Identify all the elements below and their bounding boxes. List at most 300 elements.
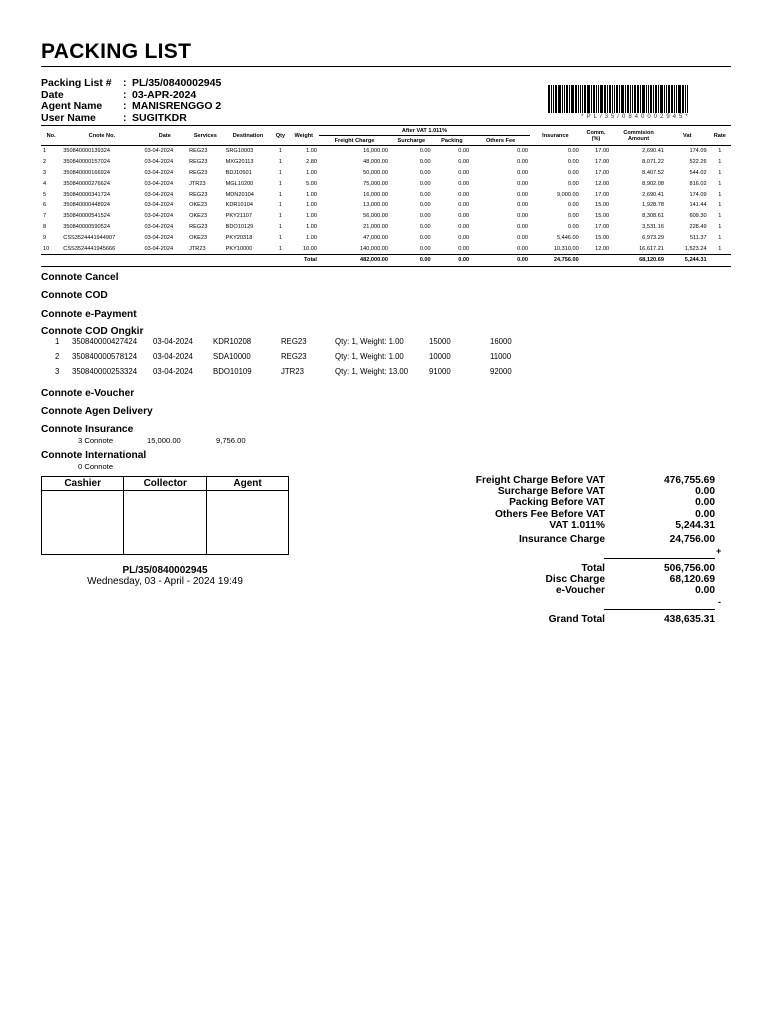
table-cell: 0.00 [517, 148, 528, 155]
table-cell: MXG20113 [225, 159, 254, 166]
barcode-bar [658, 85, 659, 113]
table-cell: 350840000166924 [63, 169, 110, 176]
barcode-bar [637, 85, 639, 113]
page-title: PACKING LIST [41, 40, 192, 63]
total-others: 0.00 [517, 257, 528, 264]
table-cell: 0.00 [517, 169, 528, 176]
packing-list-number: PL/35/0840002945 [132, 77, 222, 89]
table-cell: 0.00 [517, 159, 528, 166]
table-cell: 1 [278, 159, 282, 166]
table-cell: 0.00 [517, 202, 528, 209]
header-row: Packing List # : PL/35/0840002945 [41, 77, 222, 89]
insurance-charge-label: Insurance Charge [518, 534, 605, 545]
cod-ongkir-service: REG23 [281, 352, 307, 361]
table-cell: MDN20104 [225, 191, 254, 198]
table-cell: 0.00 [419, 148, 431, 155]
table-cell: 0.00 [458, 169, 470, 176]
cod-ongkir-detail: Qty: 1, Weight: 1.00 [335, 337, 404, 346]
table-cell: JTR23 [189, 180, 206, 187]
table-cell: 1 [718, 234, 722, 241]
grand-total-value: 438,635.31 [664, 614, 715, 625]
table-cell: 0.00 [567, 223, 579, 230]
table-cell: 1 [718, 223, 722, 230]
table-cell: REG23 [189, 159, 208, 166]
table-cell: 1 [718, 159, 722, 166]
user-name: SUGITKDR [132, 111, 187, 124]
table-cell: 1.00 [306, 191, 317, 198]
barcode-bar [685, 85, 686, 113]
barcode-bar [571, 85, 574, 113]
col-destination: Destination [224, 126, 273, 146]
col-vat: Vat [666, 126, 709, 146]
barcode-bar [616, 85, 618, 113]
table-cell: 1 [278, 223, 282, 230]
table-cell: PKY21107 [225, 213, 252, 220]
barcode-bar [604, 85, 606, 113]
evoucher-label: e-Voucher [555, 585, 605, 596]
table-cell: 1 [718, 180, 722, 187]
subtotal-rule [604, 558, 715, 559]
table-cell: 9,000.00 [556, 191, 579, 198]
table-cell: OKE23 [189, 234, 208, 241]
table-cell: 1 [278, 202, 282, 209]
section-connote-cod: Connote COD [41, 290, 108, 301]
table-cell: 1,523.24 [684, 245, 707, 252]
cod-ongkir-a: 10000 [429, 352, 451, 361]
cod-ongkir-service: REG23 [281, 337, 307, 346]
table-cell: BDO10129 [225, 223, 254, 230]
barcode-bar [587, 85, 590, 113]
table-cell: 0.00 [567, 148, 579, 155]
insurance-charge: 9,756.00 [216, 436, 246, 445]
table-cell: 8,308.61 [642, 213, 664, 220]
table-cell: 350840000541524 [63, 213, 110, 220]
table-row [41, 178, 731, 189]
col-insurance: Insurance [530, 126, 581, 146]
table-cell: 511.37 [689, 234, 707, 241]
col-qty: Qty [272, 126, 288, 146]
table-cell: 6,973.29 [642, 234, 664, 241]
barcode-bar [627, 85, 629, 113]
table-cell: 15.00 [595, 213, 610, 220]
barcode-bar [555, 85, 557, 113]
table-cell: 3,531.16 [642, 223, 664, 230]
table-row [41, 232, 731, 243]
table-cell: 350840000590524 [63, 223, 110, 230]
table-cell: 1 [718, 213, 722, 220]
table-cell: 03-04-2024 [144, 148, 174, 155]
table-cell: 2.80 [306, 159, 317, 166]
table-cell: 0.00 [419, 169, 431, 176]
col-surcharge: Surcharge [390, 136, 433, 146]
freight-before-vat-value: 476,755.69 [664, 475, 715, 486]
barcode [548, 85, 724, 113]
table-cell: 13,000.00 [363, 202, 388, 209]
disc-charge-value: 68,120.69 [669, 574, 715, 585]
table-cell: 6 [43, 202, 47, 209]
cod-ongkir-dest: BDO10109 [213, 367, 252, 376]
table-cell: 0.00 [458, 148, 470, 155]
barcode-bar [655, 85, 657, 113]
international-count: 0 Connote [78, 462, 114, 471]
insurance-value: 15,000.00 [147, 436, 181, 445]
table-cell: 350840000341724 [63, 191, 110, 198]
barcode-bar [650, 85, 652, 113]
cod-ongkir-cnote: 350840000427424 [72, 337, 138, 346]
table-cell: 2,690.41 [642, 191, 664, 198]
cod-ongkir-row [0, 337, 600, 349]
table-cell: 350840000276624 [63, 180, 110, 187]
section-connote-evoucher: Connote e-Voucher [41, 388, 135, 399]
cod-ongkir-dest: SDA10000 [213, 352, 251, 361]
col-packing: Packing [433, 136, 472, 146]
barcode-bar [558, 85, 561, 113]
insurance-charge-value: 24,756.00 [669, 534, 715, 545]
table-cell: 0.00 [458, 234, 470, 241]
table-cell: 5 [43, 191, 47, 198]
col-no: No. [41, 126, 61, 146]
packing-table [41, 125, 731, 267]
table-cell: 56,000.00 [363, 213, 388, 220]
table-cell: JTR23 [189, 245, 206, 252]
barcode-bar [674, 85, 675, 113]
barcode-bar [660, 85, 663, 113]
table-cell: 17.00 [595, 148, 610, 155]
barcode-bar [625, 85, 626, 113]
barcode-text: *PL/35/0840002945* [581, 114, 691, 120]
table-cell: 17.00 [595, 191, 610, 198]
col-comm-amount: Commision Amount [611, 126, 666, 146]
footer-datetime: Wednesday, 03 - April - 2024 19:49 [87, 576, 243, 587]
table-cell: PKY10000 [225, 245, 253, 252]
total-label: Total [304, 257, 317, 264]
table-cell: 75,000.00 [363, 180, 388, 187]
agent-name: MANISRENGGO 2 [132, 100, 222, 112]
surcharge-before-vat-label: Surcharge Before VAT [497, 486, 605, 497]
table-cell: 0.00 [517, 223, 528, 230]
col-cnote: Cnote No. [61, 126, 142, 146]
table-cell: 0.00 [567, 202, 579, 209]
grand-total-rule [604, 609, 715, 610]
table-cell: 1 [278, 245, 282, 252]
table-cell: 1 [278, 169, 282, 176]
barcode-bar [564, 85, 565, 113]
header-row: Agent Name : MANISRENGGO 2 [41, 100, 222, 112]
cod-ongkir-a: 91000 [429, 367, 451, 376]
cod-ongkir-row [0, 352, 600, 364]
barcode-bar [671, 85, 673, 113]
table-cell: 12.00 [595, 245, 610, 252]
total-freight: 482,000.00 [360, 257, 388, 264]
table-cell: 228.49 [689, 223, 707, 230]
table-cell: 350840000157024 [63, 159, 110, 166]
table-cell: 1.00 [306, 169, 317, 176]
table-cell: 0.00 [419, 245, 431, 252]
table-cell: 0.00 [458, 180, 470, 187]
table-cell: OKE23 [189, 213, 208, 220]
table-row [41, 146, 731, 157]
section-connote-insurance: Connote Insurance [41, 424, 134, 435]
barcode-bar [575, 85, 577, 113]
collector-signature-box [124, 491, 207, 555]
table-cell: 1 [718, 202, 722, 209]
others-before-vat-label: Others Fee Before VAT [494, 509, 605, 520]
agent-header: Agent [207, 477, 289, 491]
table-cell: 16,617.21 [639, 245, 664, 252]
table-cell: 2 [43, 159, 47, 166]
disc-charge-label: Disc Charge [545, 574, 605, 585]
table-cell: 1.00 [306, 213, 317, 220]
table-cell: 350840000448924 [63, 202, 110, 209]
table-cell: 16,000.00 [363, 191, 388, 198]
table-cell: 8,071.22 [642, 159, 664, 166]
table-row [41, 222, 731, 233]
barcode-bar [632, 85, 633, 113]
cod-ongkir-b: 92000 [490, 367, 512, 376]
table-cell: 2,690.41 [642, 148, 664, 155]
table-cell: 5,446.00 [556, 234, 579, 241]
table-cell: 9 [43, 234, 47, 241]
barcode-bar [584, 85, 586, 113]
cashier-header: Cashier [42, 477, 124, 491]
collector-header: Collector [124, 477, 207, 491]
table-cell: 3 [43, 169, 47, 176]
table-cell: 1.00 [306, 202, 317, 209]
table-cell: 10 [43, 245, 50, 252]
table-cell: 0.00 [419, 180, 431, 187]
cod-ongkir-detail: Qty: 1, Weight: 1.00 [335, 352, 404, 361]
table-cell: MGL10200 [225, 180, 254, 187]
barcode-bar [598, 85, 599, 113]
cod-ongkir-detail: Qty: 1, Weight: 13.00 [335, 367, 409, 376]
barcode-bar [687, 85, 688, 113]
cod-ongkir-no: 3 [55, 367, 60, 376]
agent-signature-box [207, 491, 289, 555]
table-cell: 48,000.00 [363, 159, 388, 166]
total-value: 506,756.00 [664, 563, 715, 574]
table-cell: 17.00 [595, 223, 610, 230]
table-cell: 21,000.00 [363, 223, 388, 230]
table-cell: 0.00 [567, 159, 579, 166]
table-row [41, 189, 731, 200]
table-cell: 7 [43, 213, 47, 220]
col-services: Services [187, 126, 224, 146]
footer-block [41, 565, 289, 587]
packing-before-vat-label: Packing Before VAT [509, 497, 605, 508]
barcode-bar [646, 85, 647, 113]
cod-ongkir-no: 1 [55, 337, 60, 346]
barcode-bar [676, 85, 677, 113]
table-row [41, 211, 731, 222]
barcode-bar [668, 85, 670, 113]
barcode-bar [621, 85, 624, 113]
table-cell: 5.00 [306, 180, 317, 187]
barcode-bar [619, 85, 620, 113]
table-cell: 0.00 [419, 234, 431, 241]
cod-ongkir-b: 11000 [490, 352, 512, 361]
table-cell: PKY20318 [225, 234, 253, 241]
table-cell: 1 [718, 191, 722, 198]
barcode-bar [630, 85, 631, 113]
table-cell: 17.00 [595, 169, 610, 176]
header-row: User Name : SUGITKDR [41, 111, 187, 124]
table-cell: REG23 [189, 223, 208, 230]
evoucher-value: 0.00 [695, 585, 715, 596]
total-surcharge: 0.00 [419, 257, 431, 264]
table-cell: 1.00 [306, 148, 317, 155]
barcode-bar [593, 85, 595, 113]
table-cell: 174.09 [689, 148, 707, 155]
total-packing: 0.00 [458, 257, 470, 264]
barcode-bar [609, 85, 611, 113]
barcode-bar [580, 85, 581, 113]
cod-ongkir-date: 03-04-2024 [153, 367, 193, 376]
col-date: Date [142, 126, 187, 146]
table-cell: 03-04-2024 [144, 245, 174, 252]
cod-ongkir-row [0, 367, 600, 379]
col-rate: Rate [709, 126, 731, 146]
cashier-signature-box [42, 491, 124, 555]
col-others: Others Fee [471, 136, 530, 146]
table-cell: 03-04-2024 [144, 169, 174, 176]
table-cell: 174.09 [689, 191, 707, 198]
table-cell: 0.00 [517, 180, 528, 187]
table-cell: 0.00 [419, 159, 431, 166]
table-cell: 0.00 [458, 223, 470, 230]
vat-value: 5,244.31 [675, 520, 715, 531]
barcode-bar [551, 85, 552, 113]
table-cell: 15.00 [595, 234, 610, 241]
barcode-bar [600, 85, 603, 113]
table-cell: REG23 [189, 169, 208, 176]
table-cell: KDR10104 [225, 202, 253, 209]
title-rule [41, 66, 731, 67]
cod-ongkir-b: 16000 [490, 337, 512, 346]
barcode-bar [553, 85, 554, 113]
barcode-bar [634, 85, 636, 113]
table-cell: 0.00 [458, 159, 470, 166]
cod-ongkir-a: 15000 [429, 337, 451, 346]
cod-ongkir-dest: KDR10208 [213, 337, 252, 346]
table-cell: 0.00 [458, 213, 470, 220]
cod-ongkir-no: 2 [55, 352, 60, 361]
insurance-count: 3 Connote [78, 436, 114, 445]
cod-ongkir-cnote: 350840000578124 [72, 352, 138, 361]
table-cell: 1 [718, 148, 722, 155]
table-cell: 8,902.08 [642, 180, 664, 187]
table-cell: 12.00 [595, 180, 610, 187]
table-cell: 03-04-2024 [144, 234, 174, 241]
table-cell: 1,928.78 [642, 202, 664, 209]
col-comm: Comm. (%) [581, 126, 611, 146]
barcode-bar [642, 85, 645, 113]
signature-table [41, 476, 289, 555]
table-cell: REG23 [189, 148, 208, 155]
table-cell: 17.00 [595, 159, 610, 166]
table-cell: 03-04-2024 [144, 202, 174, 209]
header-row: Date : 03-APR-2024 [41, 88, 197, 101]
section-connote-cod-ongkir: Connote COD Ongkir [41, 326, 144, 337]
cod-ongkir-service: JTR23 [281, 367, 304, 376]
table-cell: OKE23 [189, 202, 208, 209]
barcode-bar [614, 85, 615, 113]
table-cell: CSS3524441944907 [63, 234, 116, 241]
barcode-bar [566, 85, 568, 113]
cod-ongkir-date: 03-04-2024 [153, 337, 193, 346]
col-group-after-vat: After VAT 1.011% [319, 126, 530, 136]
table-cell: 1 [718, 169, 722, 176]
barcode-bar [582, 85, 583, 113]
footer-pl-number: PL/35/0840002945 [122, 565, 208, 576]
table-cell: 03-04-2024 [144, 159, 174, 166]
barcode-bar [648, 85, 649, 113]
barcode-bar [664, 85, 665, 113]
table-cell: 140,000.00 [360, 245, 388, 252]
table-cell: 1 [278, 213, 282, 220]
table-cell: 0.00 [419, 191, 431, 198]
total-label: Total [581, 563, 605, 574]
table-cell: 4 [43, 180, 47, 187]
minus-sign: - [718, 597, 721, 607]
table-cell: 0.00 [567, 213, 579, 220]
table-cell: 0.00 [517, 191, 528, 198]
table-cell: 544.02 [689, 169, 707, 176]
table-cell: 350840000139324 [63, 148, 110, 155]
col-freight: Freight Charge [319, 136, 390, 146]
barcode-bar [548, 85, 550, 113]
table-cell: 1 [278, 234, 282, 241]
section-connote-cancel: Connote Cancel [41, 272, 119, 283]
barcode-bar [640, 85, 641, 113]
table-cell: 1 [43, 148, 47, 155]
barcode-bar [578, 85, 579, 113]
table-row [41, 168, 731, 179]
barcode-bar [678, 85, 681, 113]
table-cell: 0.00 [458, 191, 470, 198]
freight-before-vat-label: Freight Charge Before VAT [475, 475, 605, 486]
table-cell: 03-04-2024 [144, 191, 174, 198]
barcode-bar [653, 85, 654, 113]
section-connote-epayment: Connote e-Payment [41, 309, 137, 320]
table-cell: 8 [43, 223, 47, 230]
table-cell: 0.00 [458, 202, 470, 209]
table-cell: 1.00 [306, 234, 317, 241]
table-cell: 0.00 [419, 223, 431, 230]
barcode-bar [612, 85, 613, 113]
table-cell: 816.02 [689, 180, 707, 187]
table-cell: BDJ10501 [225, 169, 252, 176]
packing-before-vat-value: 0.00 [695, 497, 715, 508]
surcharge-before-vat-value: 0.00 [695, 486, 715, 497]
section-connote-international: Connote International [41, 450, 147, 461]
grand-total-label: Grand Total [548, 614, 605, 625]
total-insurance: 24,756.00 [553, 257, 579, 264]
table-cell: 50,000.00 [363, 169, 388, 176]
barcode-bar [682, 85, 684, 113]
table-cell: 522.26 [689, 159, 707, 166]
table-cell: 609.30 [689, 213, 707, 220]
table-cell: 8,407.52 [642, 169, 664, 176]
table-row [41, 157, 731, 168]
table-cell: 0.00 [567, 180, 579, 187]
table-cell: SRG10003 [225, 148, 254, 155]
table-cell: 0.00 [419, 202, 431, 209]
total-comm-amount: 68,120.69 [639, 257, 664, 264]
table-cell: 0.00 [567, 169, 579, 176]
barcode-bar [569, 85, 570, 113]
table-cell: 1 [278, 148, 282, 155]
table-cell: 0.00 [517, 234, 528, 241]
